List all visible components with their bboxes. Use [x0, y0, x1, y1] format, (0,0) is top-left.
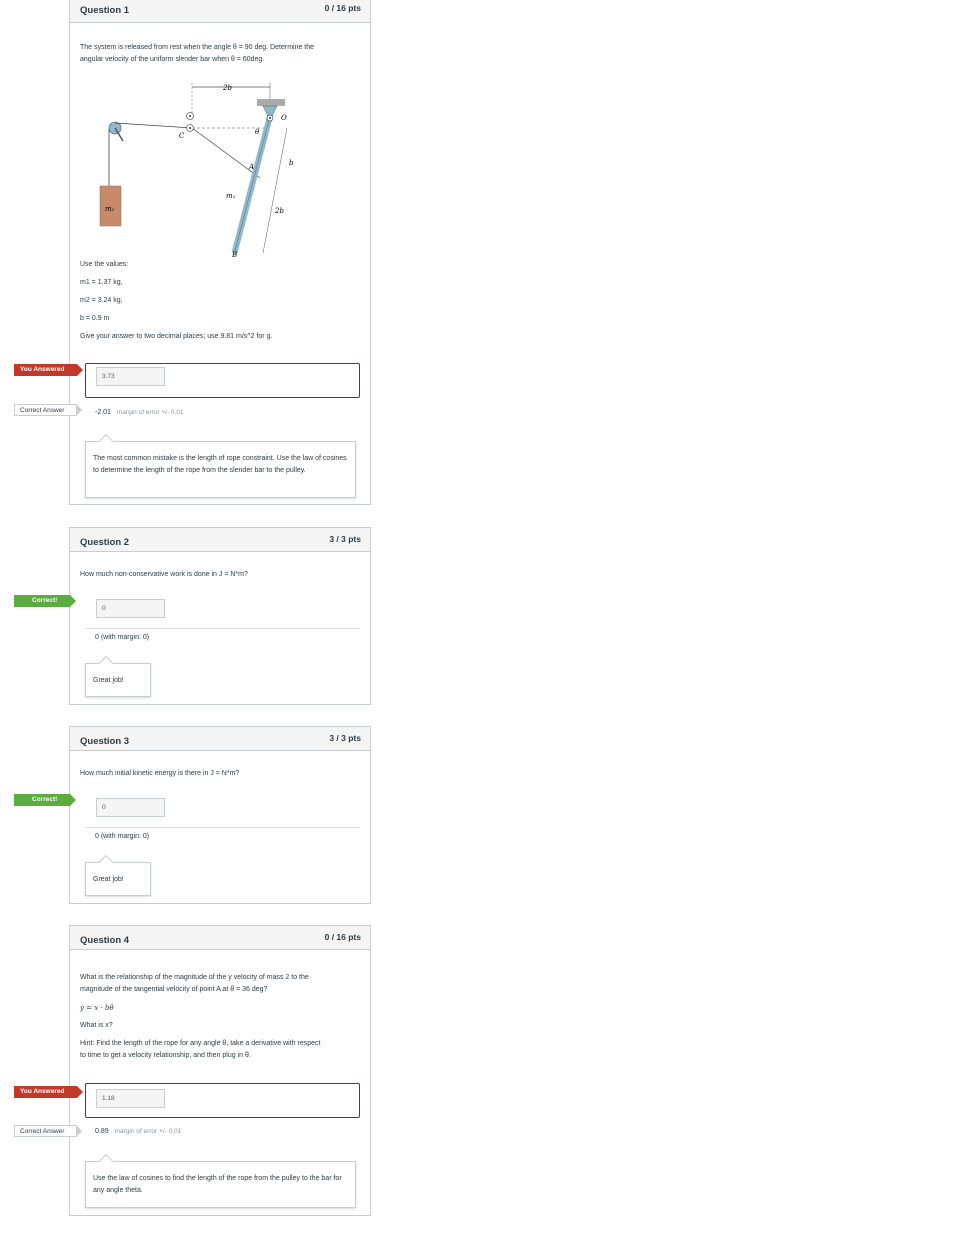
divider	[85, 827, 360, 828]
label-b: b	[289, 159, 294, 167]
mechanism-diagram	[95, 83, 335, 258]
correct-flag: Correct!	[14, 794, 70, 806]
hint-line: to time to get a velocity relationship, and then plug in θ.	[80, 1052, 251, 1059]
question-header	[70, 926, 370, 950]
correct-answer-value: 0 (with margin: 0)	[95, 634, 150, 641]
question-header	[70, 0, 370, 23]
prompt-line: What is the relationship of the magnitude of the y velocity of mass 2 to the	[80, 974, 309, 981]
question-prompt: How much non-conservative work is done in J = N*m?	[80, 571, 248, 578]
value-m1: m1 = 1.37 kg,	[80, 279, 123, 286]
hint-line: Hint: Find the length of the rope for any angle θ, take a derivative with respect	[80, 1040, 321, 1047]
answer-input[interactable]: 3.73	[96, 367, 165, 386]
hint	[80, 1038, 320, 1062]
answer-input[interactable]: 0	[96, 599, 165, 618]
question-header	[70, 727, 370, 751]
correct-answer-number: -2.01	[95, 409, 111, 416]
instruction: Give your answer to two decimal places; use 9.81 m/s^2 for g.	[80, 333, 273, 340]
label-a: A	[249, 163, 255, 171]
correct-answer-value	[95, 1128, 181, 1135]
question-4	[69, 925, 371, 1216]
answer-comment: Great job!	[85, 862, 151, 896]
question-points: 0 / 16 pts	[324, 3, 361, 13]
question-3	[69, 726, 371, 904]
correct-answer-value	[95, 409, 184, 416]
question-points: 0 / 16 pts	[324, 932, 361, 942]
margin-of-error: margin of error +/- 0.01	[114, 1128, 182, 1135]
answer-input[interactable]: 0	[96, 798, 165, 817]
question-2	[69, 527, 371, 705]
correct-answer-value: 0 (with margin: 0)	[95, 833, 150, 840]
question-prompt: How much initial kinetic energy is there in J = N*m?	[80, 770, 240, 777]
question-header	[70, 528, 370, 552]
value-m2: m2 = 3.24 kg,	[80, 297, 123, 304]
question-prompt	[80, 972, 309, 996]
question-points: 3 / 3 pts	[329, 534, 361, 544]
question-title: Question 1	[80, 5, 130, 16]
what-is-x: What is x?	[80, 1022, 113, 1029]
answer-comment: Great job!	[85, 663, 151, 697]
dim-2b-top: 2b	[223, 84, 232, 92]
label-c: C	[179, 132, 185, 140]
value-b: b = 0.9 m	[80, 315, 110, 322]
question-1	[69, 0, 371, 505]
label-m1: m₁	[226, 192, 236, 200]
prompt-line: magnitude of the tangential velocity of point A at θ = 36 deg?	[80, 986, 268, 993]
you-answered-flag: You Answered	[14, 364, 77, 376]
values-list	[80, 259, 272, 343]
question-title: Question 4	[80, 935, 130, 946]
answer-comment: Use the law of cosines to find the length of the rope from the pulley to the bar for any angle theta.	[85, 1161, 356, 1208]
label-m2: m₂	[105, 205, 115, 213]
divider	[85, 628, 360, 629]
question-title: Question 2	[80, 537, 130, 548]
label-b-end: B	[232, 251, 238, 258]
question-prompt	[80, 42, 314, 66]
correct-flag: Correct!	[14, 595, 70, 607]
values-heading: Use the values:	[80, 261, 129, 268]
prompt-line: The system is released from rest when the angle θ = 90 deg. Determine the	[80, 44, 315, 51]
label-2b: 2b	[275, 207, 284, 215]
correct-answer-number: 0.89	[95, 1128, 109, 1135]
equation: ẏ = x · bθ̇	[80, 1004, 114, 1012]
correct-answer-flag: Correct Answer	[14, 404, 77, 416]
question-title: Question 3	[80, 736, 130, 747]
correct-answer-flag: Correct Answer	[14, 1125, 77, 1137]
prompt-line: angular velocity of the uniform slender bar when θ = 60deg.	[80, 56, 265, 63]
answer-input[interactable]: 1.18	[96, 1089, 165, 1108]
label-o: O	[281, 114, 287, 122]
you-answered-flag: You Answered	[14, 1086, 77, 1098]
question-points: 3 / 3 pts	[329, 733, 361, 743]
margin-of-error: margin of error +/- 0.01	[116, 409, 184, 416]
label-theta: θ	[255, 128, 260, 136]
answer-comment: The most common mistake is the length of rope constraint. Use the law of cosines to determine the length of the rope from the slender bar to the pulley.	[85, 441, 356, 498]
